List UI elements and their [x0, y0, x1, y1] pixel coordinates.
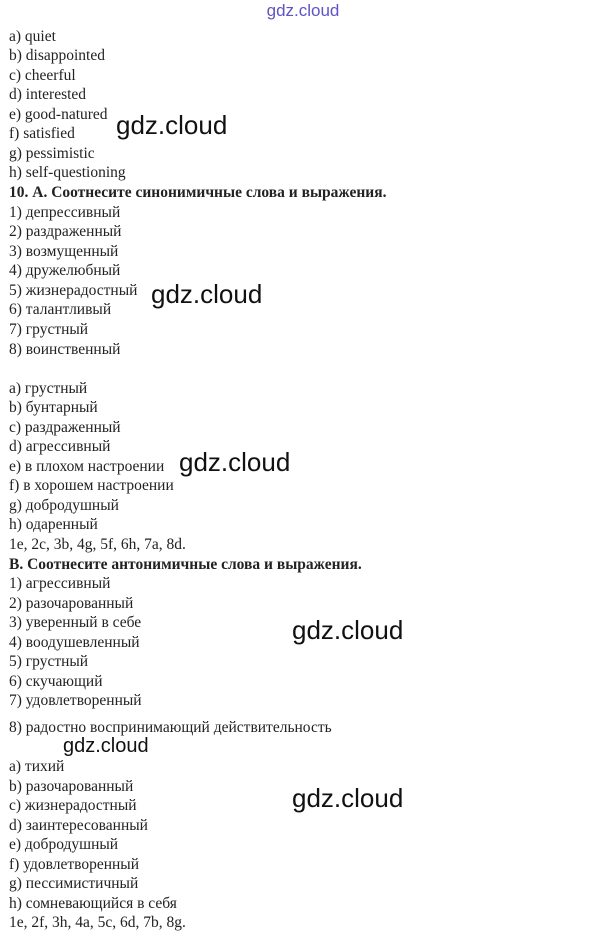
list-item: 1) агрессивный [9, 575, 111, 592]
list-item: 4) воодушевленный [9, 634, 140, 651]
option-line: b) disappointed [9, 47, 105, 64]
list-item: 8) воинственный [9, 341, 121, 358]
list-item: 4) дружелюбный [9, 262, 121, 279]
option-line: g) pessimistic [9, 145, 95, 162]
option-line: f) удовлетворенный [9, 856, 140, 873]
option-line: h) одаренный [9, 516, 98, 533]
option-line: d) агрессивный [9, 438, 111, 455]
option-line: e) в плохом настроении [9, 458, 165, 475]
option-line: e) good-natured [9, 106, 108, 123]
watermark-top: gdz.cloud [266, 1, 340, 20]
list-item: 8) радостно воспринимающий действительность [9, 719, 332, 736]
option-line: h) self-questioning [9, 164, 126, 181]
option-line: f) satisfied [9, 125, 75, 142]
watermark-overlay: gdz.cloud [63, 735, 149, 757]
option-line: c) жизнерадостный [9, 797, 137, 814]
list-item: 1) депрессивный [9, 204, 121, 221]
list-item: 2) раздраженный [9, 223, 122, 240]
option-line: a) quiet [9, 28, 56, 45]
watermark-overlay: gdz.cloud [179, 447, 291, 477]
option-line: c) cheerful [9, 67, 76, 84]
option-line: a) грустный [9, 380, 88, 397]
option-line: b) разочарованный [9, 778, 134, 795]
watermark-overlay: gdz.cloud [292, 615, 404, 645]
list-item: 5) жизнерадостный [9, 282, 138, 299]
list-item: 3) уверенный в себе [9, 614, 142, 631]
option-line: c) раздраженный [9, 419, 121, 436]
list-item: 2) разочарованный [9, 595, 134, 612]
exercise-heading: B. Соотнесите антонимичные слова и выражения. [9, 556, 362, 573]
exercise-heading: 10. А. Соотнесите синонимичные слова и выражения. [9, 184, 387, 201]
watermark-overlay: gdz.cloud [116, 110, 228, 140]
option-line: g) добродушный [9, 497, 119, 514]
option-line: d) interested [9, 86, 87, 103]
option-line: g) пессимистичный [9, 875, 139, 892]
answer-line: 1e, 2f, 3h, 4a, 5c, 6d, 7b, 8g. [9, 914, 186, 931]
option-line: f) в хорошем настроении [9, 477, 174, 494]
list-item: 6) талантливый [9, 301, 112, 318]
option-line: a) тихий [9, 758, 65, 775]
answer-line: 1e, 2c, 3b, 4g, 5f, 6h, 7a, 8d. [9, 536, 186, 553]
list-item: 5) грустный [9, 653, 89, 670]
option-line: d) заинтересованный [9, 817, 148, 834]
list-item: 6) скучающий [9, 673, 103, 690]
watermark-overlay: gdz.cloud [151, 279, 263, 309]
list-item: 3) возмущенный [9, 243, 119, 260]
list-item: 7) грустный [9, 321, 89, 338]
list-item: 7) удовлетворенный [9, 692, 142, 709]
watermark-overlay: gdz.cloud [292, 783, 404, 813]
option-line: h) сомневающийся в себя [9, 895, 177, 912]
option-line: e) добродушный [9, 836, 119, 853]
option-line: b) бунтарный [9, 399, 98, 416]
